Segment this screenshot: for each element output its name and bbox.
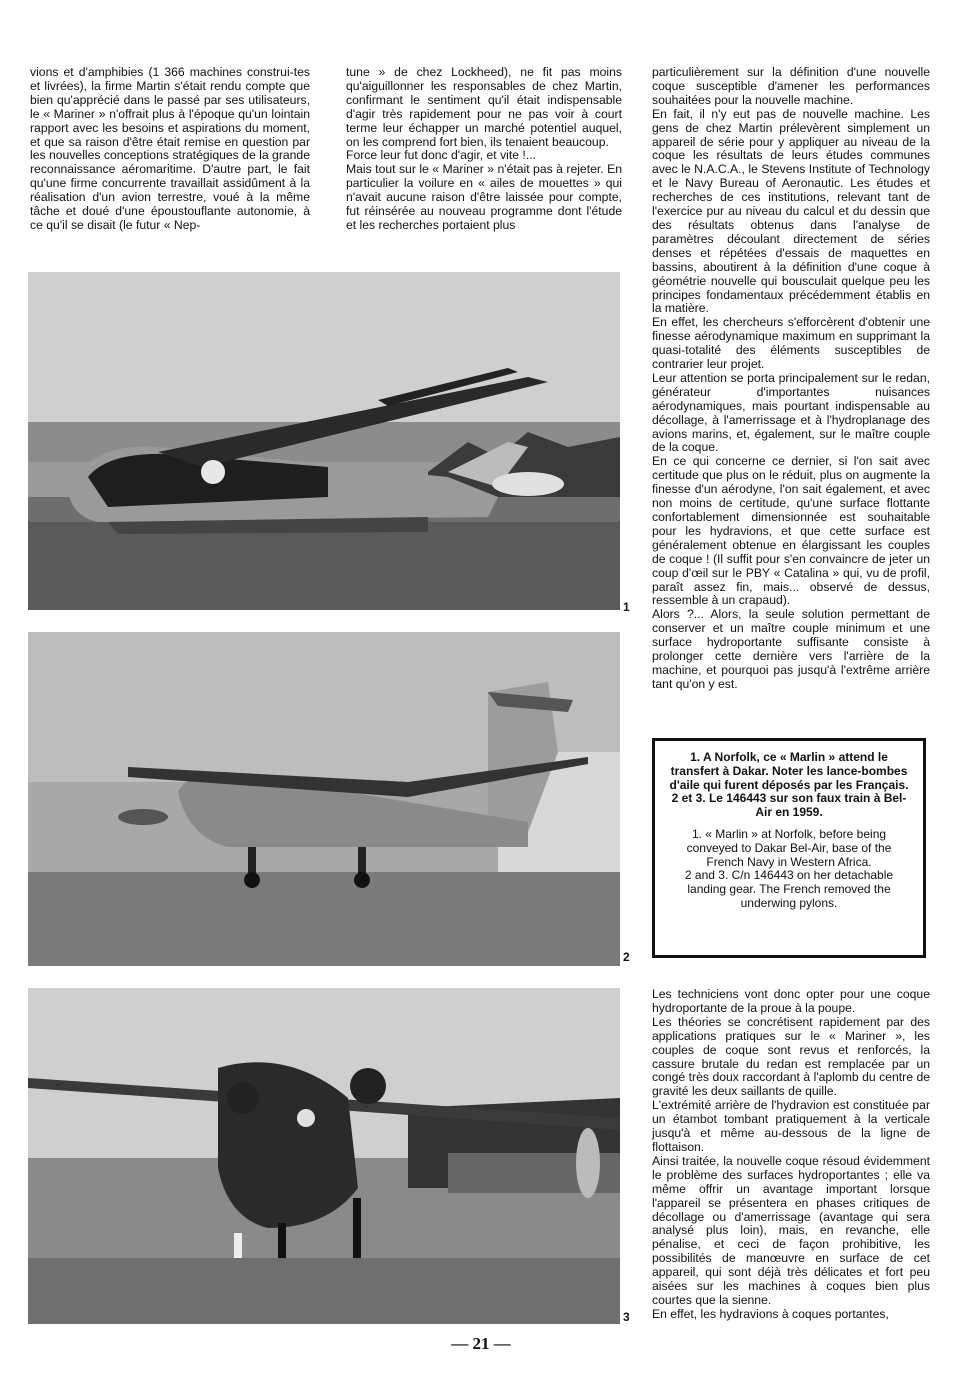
photo-aircraft-on-landing-gear: [28, 632, 620, 966]
article-column-1: [30, 66, 310, 233]
paragraph: Leur attention se porta principalement sur le redan, générateur d'importantes nuisances aérodynamiques, mais pourtant indispensable au décollage, à l'amerrissage et à l'hydroplanage des avions marins, et, également, sur le maître couple de la coque.: [652, 370, 930, 455]
paragraph: tune » de chez Lockheed), ne fit pas moins qu'aiguillonner les responsables de chez Martin, confirmant le sentiment qu'il était indispensable d'agir très rapidement pour ne pas voir à court terme leur échapper un marché potentiel auquel, on les comprend fort bien, ils tenaient beaucoup.: [346, 65, 622, 149]
paragraph: Les techniciens vont donc opter pour une coque hydroportante de la proue à la poupe.: [652, 987, 930, 1015]
photo-caption-box: [652, 738, 926, 958]
article-column-4: [652, 988, 930, 1322]
photo-seaplane-on-water: [28, 272, 620, 610]
photo-number: 1: [623, 600, 630, 614]
paragraph: Alors ?... Alors, la seule solution permettant de conserver et un maître couple minimum et une surface hydroportante suffisante consiste à prolonger cette dernière vers l'arrière de la machine, et pourquoi pas jusqu'à l'extrême arrière tant qu'on y est.: [652, 607, 930, 691]
article-column-3: [652, 66, 930, 692]
paragraph: En ce qui concerne ce dernier, si l'on sait avec certitude que plus on le réduit, plus on augmente la finesse d'un aérodyne, l'on sait également, et avec non moins de certitude, qu'une surface flottante confortablement dimensionnée est souhaitable pour les hydravions, et que cette surface est généralement obtenue en élargissant les couples de coque ! (Il suffit pour s'en convaincre de jeter un coup d'œil sur le PBY « Catalina » qui, vu de profil, paraît assez fin, mais... observé de dessus, ressemble à un crapaud).: [652, 454, 930, 608]
page-number: — 21 —: [451, 1334, 511, 1353]
paragraph: En fait, il n'y eut pas de nouvelle machine. Les gens de chez Martin prélevèrent simplement un appareil de série pour y appliquer au niveau de la coque les résultats de leurs études communes avec le N.A.C.A., le Stevens Institute of Technology et le Navy Bureau of Aeronautic. Les études et recherches de ces institutions, relevant tant de l'exercice pur au niveau du calcul et du dessin que des résultats obtenus dans l'analyse de paramètres découlant directement de séries denses et répétées d'essais de maquettes en bassins, aboutirent à la définition d'une coque à géométrie nouvelle qui bousculait quelque peu les principes fondamentaux précédemment établis en la matière.: [652, 106, 930, 316]
caption-line: 2 et 3. Le 146443 sur son faux train à Bel-Air en 1959.: [671, 791, 907, 820]
paragraph: Les théories se concrétisent rapidement par des applications pratiques sur le « Mariner », les couples de coque sont revus et renforcés, la cassure brutale du redan est remplacée par un congé très doux raccordant à l'aplomb du centre de gravité les deux saillants de quille.: [652, 1014, 930, 1099]
caption-english: [669, 828, 909, 911]
photo-aircraft-front-view: [28, 988, 620, 1324]
paragraph: Mais tout sur le « Mariner » n'était pas à rejeter. En particulier la voilure en « ailes de mouettes » qui n'avait aucune raison d'être laissée pour compte, fut réinsérée au nouveau programme dont l'étude et les recherches portaient plus: [346, 162, 622, 232]
paragraph: En effet, les chercheurs s'efforcèrent d'obtenir une finesse aérodynamique maximum en supprimant la quasi-totalité des éléments susceptibles de contrarier leur projet.: [652, 315, 930, 372]
photo-number: 3: [623, 1310, 630, 1324]
caption-line: 1. A Norfolk, ce « Marlin » attend le transfert à Dakar. Noter les lance-bombes d'aile qui furent déposés par les Français.: [669, 750, 909, 792]
article-column-2: [346, 66, 622, 233]
photo-number: 2: [623, 950, 630, 964]
paragraph: vions et d'amphibies (1 366 machines construi-tes et livrées), la firme Martin s'était rendu compte que bien qu'apprécié dans le passé par ses utilisateurs, le « Mariner » n'offrait plus à l'époque qu'un lointain rapport avec les besoins et aspirations du moment, et que sa raison d'être était remise en question par les nouvelles conceptions stratégiques de la grande reconnaissance aéromaritime. D'autre part, le fait qu'une firme concurrente travaillait assidûment à la réalisation d'un avion terrestre, voué à la même tâche et doué d'une époustouflante autonomie, à ce qu'il se disait (le futur « Nep-: [30, 65, 310, 232]
paragraph: Force leur fut donc d'agir, et vite !...: [346, 148, 536, 163]
caption-line: 1. « Marlin » at Norfolk, before being conveyed to Dakar Bel-Air, base of the French Navy in Western Africa.: [686, 826, 892, 869]
paragraph: Ainsi traitée, la nouvelle coque résoud évidemment le problème des surfaces hydroportantes ; elle va même offrir un avantage important lorsque l'appareil se présentera en phases critiques de décollage ou d'amerrissage (avantage qui sera analysé plus loin), mais, en revanche, elle pénalise, et ceci de façon prohibitive, les possibilités de manœuvre en surface de cet appareil, qui sont déjà très délicates et fort peu aisées sur les machines à coques bien plus courtes que la sienne.: [652, 1153, 930, 1307]
paragraph: particulièrement sur la définition d'une nouvelle coque susceptible d'amener les performances souhaitées pour la nouvelle machine.: [652, 65, 930, 107]
caption-line: 2 and 3. C/n 146443 on her detachable landing gear. The French removed the underwing pylons.: [684, 868, 894, 910]
paragraph: L'extrémité arrière de l'hydravion est constituée par un étambot tombant pratiquement à la verticale jusqu'à et même au-dessous de la ligne de flottaison.: [652, 1098, 930, 1154]
paragraph: En effet, les hydravions à coques portantes,: [652, 1306, 889, 1321]
caption-french: [669, 751, 909, 820]
